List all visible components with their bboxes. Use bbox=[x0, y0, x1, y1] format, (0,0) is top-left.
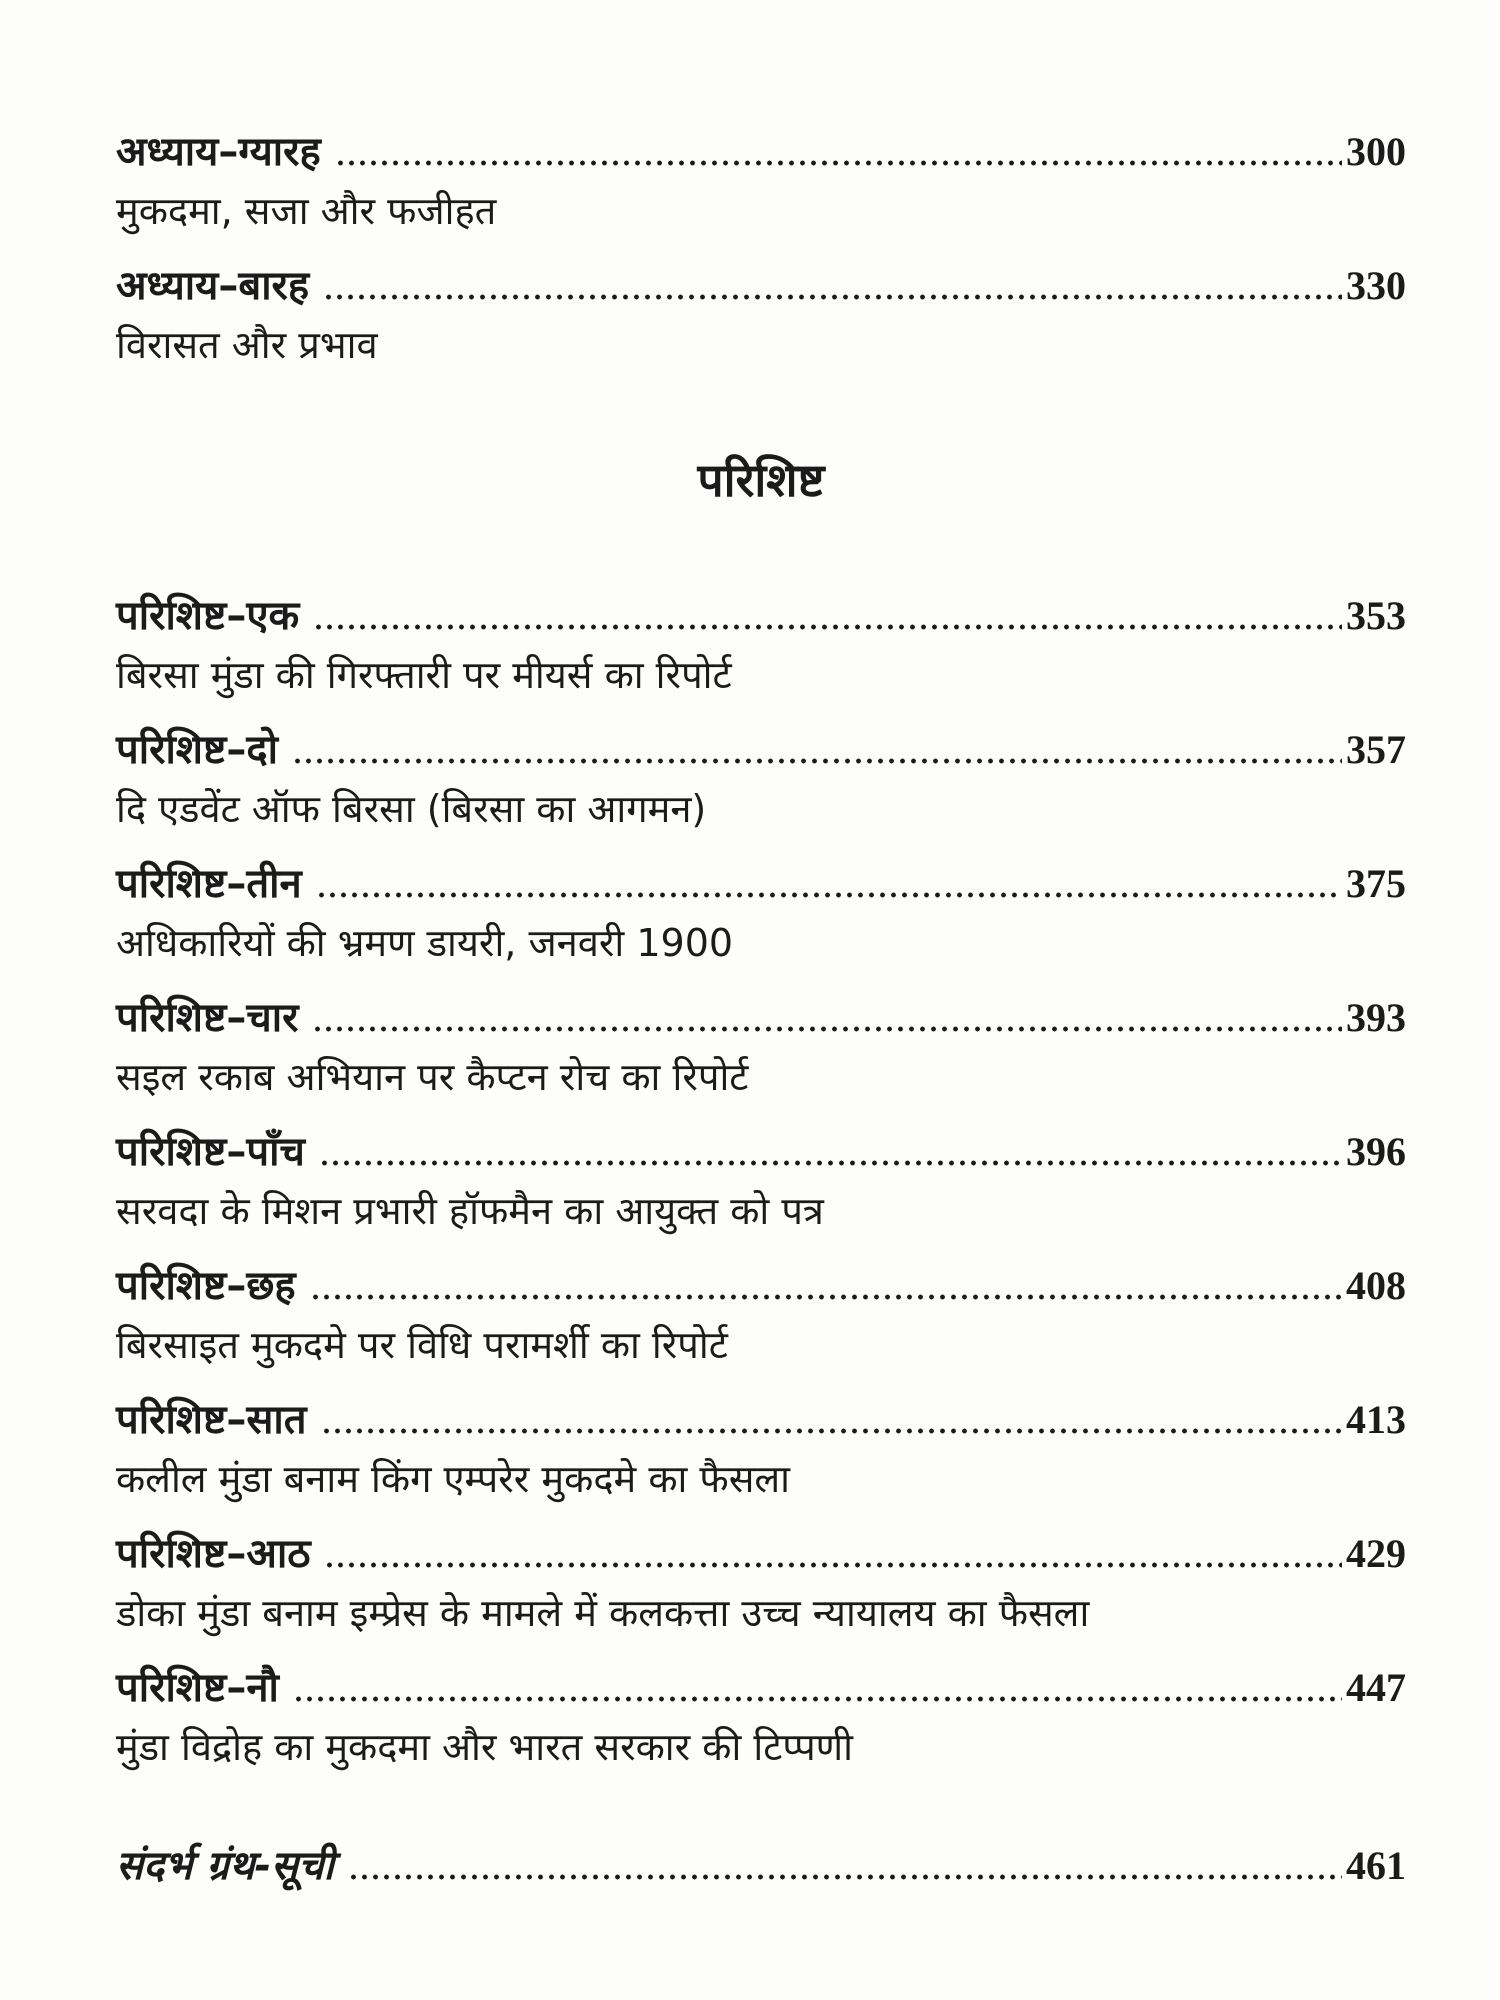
page-number: 393 bbox=[1346, 995, 1406, 1040]
dot-leader bbox=[335, 160, 1342, 166]
table-of-contents bbox=[116, 120, 1406, 1894]
appendix-description: अधिकारियों की भ्रमण डायरी, जनवरी 1900 bbox=[116, 921, 734, 965]
chapter-entry bbox=[116, 120, 1406, 254]
page-number: 413 bbox=[1346, 1397, 1406, 1442]
appendix-entry bbox=[116, 718, 1406, 852]
appendix-entry bbox=[116, 1656, 1406, 1790]
appendix-title: परिशिष्ट–दो bbox=[116, 727, 278, 773]
appendix-description: मुंडा विद्रोह का मुकदमा और भारत सरकार की टिप्पणी bbox=[116, 1725, 853, 1769]
appendix-title: परिशिष्ट–सात bbox=[116, 1397, 307, 1443]
appendix-title: परिशिष्ट–नौ bbox=[116, 1665, 279, 1711]
toc-row[interactable] bbox=[116, 1120, 1406, 1180]
appendix-description: कलील मुंडा बनाम किंग एम्परेर मुकदमे का फैसला bbox=[116, 1457, 791, 1501]
dot-leader bbox=[324, 1562, 1342, 1568]
toc-row[interactable] bbox=[116, 718, 1406, 778]
appendix-title: परिशिष्ट–छह bbox=[116, 1263, 296, 1309]
dot-leader bbox=[348, 1874, 1342, 1880]
page-number: 396 bbox=[1346, 1129, 1406, 1174]
toc-row[interactable] bbox=[116, 1522, 1406, 1582]
toc-row[interactable] bbox=[116, 120, 1406, 180]
chapter-description: मुकदमा, सजा और फजीहत bbox=[116, 189, 497, 233]
appendix-title: परिशिष्ट–तीन bbox=[116, 861, 302, 907]
dot-leader bbox=[313, 624, 1342, 630]
appendix-description: सइल रकाब अभियान पर कैप्टन रोच का रिपोर्ट bbox=[116, 1055, 749, 1099]
appendix-description: दि एडवेंट ऑफ बिरसा (बिरसा का आगमन) bbox=[116, 787, 707, 831]
dot-leader bbox=[292, 758, 1342, 764]
appendix-description: बिरसा मुंडा की गिरफ्तारी पर मीयर्स का रिपोर्ट bbox=[116, 653, 732, 697]
appendix-entry bbox=[116, 986, 1406, 1120]
appendix-title: परिशिष्ट–पाँच bbox=[116, 1129, 305, 1175]
toc-row[interactable] bbox=[116, 1656, 1406, 1716]
dot-leader bbox=[310, 1294, 1342, 1300]
dot-leader bbox=[293, 1696, 1342, 1702]
appendix-description: सरवदा के मिशन प्रभारी हॉफमैन का आयुक्त को पत्र bbox=[116, 1189, 824, 1233]
appendix-entry bbox=[116, 584, 1406, 718]
appendix-description: डोका मुंडा बनाम इम्प्रेस के मामले में कलकत्ता उच्च न्यायालय का फैसला bbox=[116, 1591, 1090, 1635]
toc-row[interactable] bbox=[116, 1254, 1406, 1314]
appendix-title: परिशिष्ट–चार bbox=[116, 995, 299, 1041]
chapter-entry bbox=[116, 254, 1406, 388]
page-number: 408 bbox=[1346, 1263, 1406, 1308]
page-number: 353 bbox=[1346, 593, 1406, 638]
appendix-entry bbox=[116, 1522, 1406, 1656]
appendix-entry bbox=[116, 1388, 1406, 1522]
appendix-description: बिरसाइत मुकदमे पर विधि परामर्शी का रिपोर्ट bbox=[116, 1323, 728, 1367]
dot-leader bbox=[319, 1160, 1342, 1166]
page-number: 300 bbox=[1346, 129, 1406, 174]
page-number: 461 bbox=[1346, 1843, 1406, 1888]
page-number: 429 bbox=[1346, 1531, 1406, 1576]
toc-row[interactable] bbox=[116, 986, 1406, 1046]
dot-leader bbox=[316, 892, 1342, 898]
chapter-title: अध्याय–ग्यारह bbox=[116, 129, 321, 175]
appendix-heading: परिशिष्ट bbox=[697, 453, 825, 507]
toc-row[interactable] bbox=[116, 584, 1406, 644]
chapter-description: विरासत और प्रभाव bbox=[116, 323, 378, 367]
chapter-title: अध्याय–बारह bbox=[116, 263, 310, 309]
bibliography-title: संदर्भ ग्रंथ-सूची bbox=[116, 1843, 334, 1889]
bibliography-row[interactable] bbox=[116, 1834, 1406, 1894]
toc-row[interactable] bbox=[116, 254, 1406, 314]
appendix-title: परिशिष्ट–आठ bbox=[116, 1531, 311, 1577]
dot-leader bbox=[321, 1428, 1342, 1434]
dot-leader bbox=[312, 1026, 1342, 1032]
dot-leader bbox=[323, 294, 1342, 300]
toc-row[interactable] bbox=[116, 852, 1406, 912]
page-number: 447 bbox=[1346, 1665, 1406, 1710]
appendix-entry bbox=[116, 1120, 1406, 1254]
page-number: 375 bbox=[1346, 861, 1406, 906]
toc-row[interactable] bbox=[116, 1388, 1406, 1448]
page-number: 330 bbox=[1346, 263, 1406, 308]
page-number: 357 bbox=[1346, 727, 1406, 772]
appendix-entry bbox=[116, 1254, 1406, 1388]
appendix-entry bbox=[116, 852, 1406, 986]
appendix-title: परिशिष्ट–एक bbox=[116, 593, 300, 639]
